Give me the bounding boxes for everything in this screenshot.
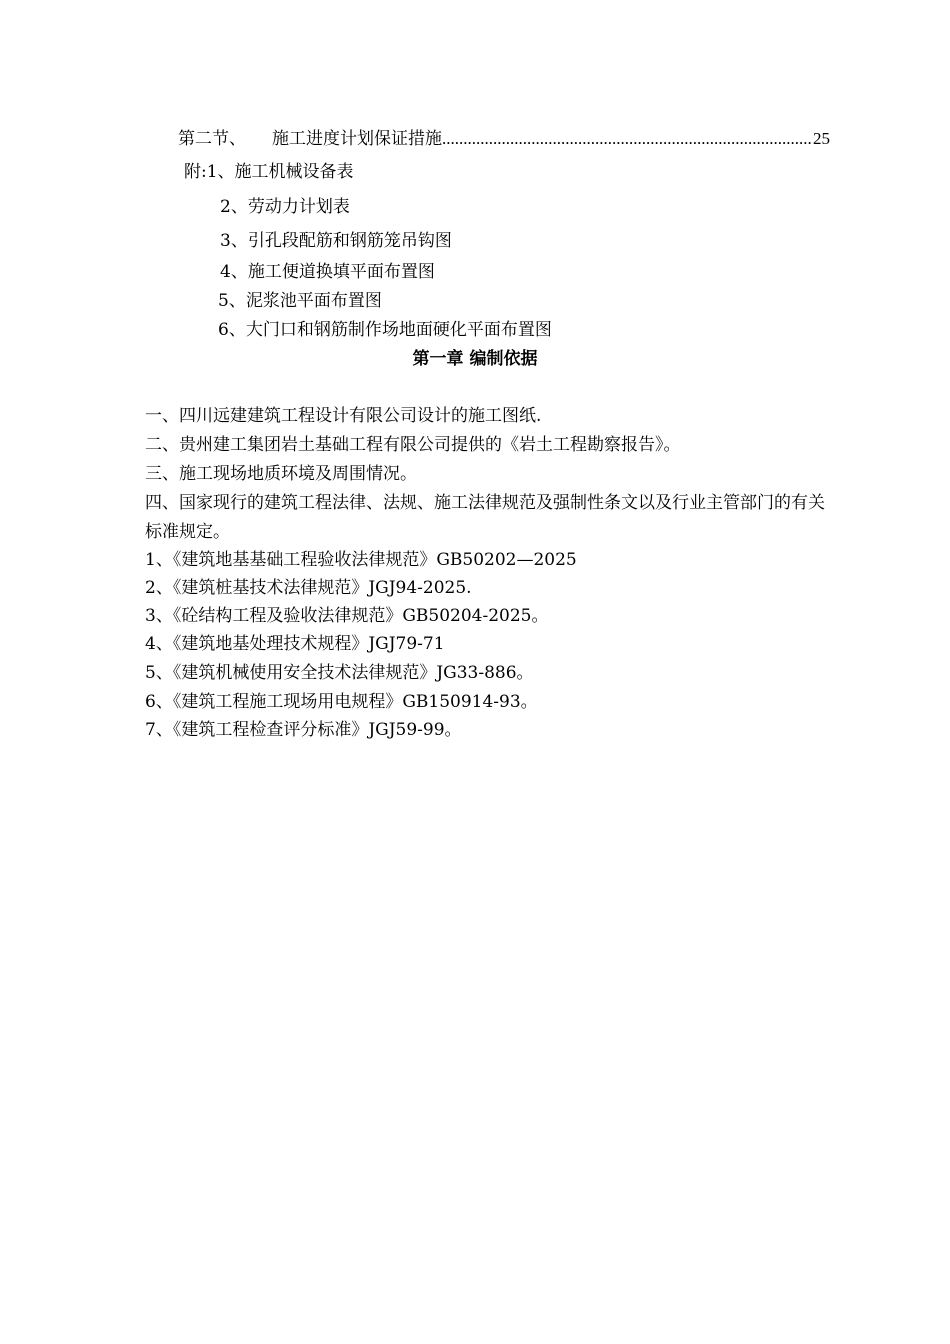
toc-section-number: 第二节、 [178,129,246,149]
chapter-heading: 第一章 编制依据 [412,349,538,369]
appendix-item: 6、大门口和钢筋制作场地面硬化平面布置图 [218,320,552,340]
standard-item: 4、《建筑地基处理技术规程》JGJ79-71 [145,634,445,654]
appendix-item: 4、施工便道换填平面布置图 [220,262,435,282]
appendix-item: 5、泥浆池平面布置图 [218,291,382,311]
toc-entry [178,124,830,150]
standard-item: 5、《建筑机械使用安全技术法律规范》JG33-886。 [145,663,534,683]
toc-page-number: 25 [813,129,830,148]
standard-item: 6、《建筑工程施工现场用电规程》GB150914-93。 [145,692,538,712]
appendix-item: 2、劳动力计划表 [220,197,350,217]
basis-item: 三、施工现场地质环境及周围情况。 [145,464,417,484]
appendix-item: 附:1、施工机械设备表 [184,162,354,182]
basis-item: 四、国家现行的建筑工程法律、法规、施工法律规范及强制性条文以及行业主管部门的有关标准规定。 [145,493,825,542]
standard-item: 3、《砼结构工程及验收法律规范》GB50204-2025。 [145,606,549,626]
toc-section-title: 施工进度计划保证措施 [272,129,442,149]
toc-dot-leader [442,129,813,149]
standard-item: 1、《建筑地基基础工程验收法律规范》GB50202—2025 [145,550,577,570]
standard-item: 7、《建筑工程检查评分标准》JGJ59-99。 [145,720,462,740]
basis-item: 二、贵州建工集团岩土基础工程有限公司提供的《岩土工程勘察报告》。 [145,435,681,455]
standard-item: 2、《建筑桩基技术法律规范》JGJ94-2025. [145,578,472,598]
appendix-item: 3、引孔段配筋和钢筋笼吊钩图 [220,231,452,251]
basis-item: 一、四川远建建筑工程设计有限公司设计的施工图纸. [145,406,542,426]
